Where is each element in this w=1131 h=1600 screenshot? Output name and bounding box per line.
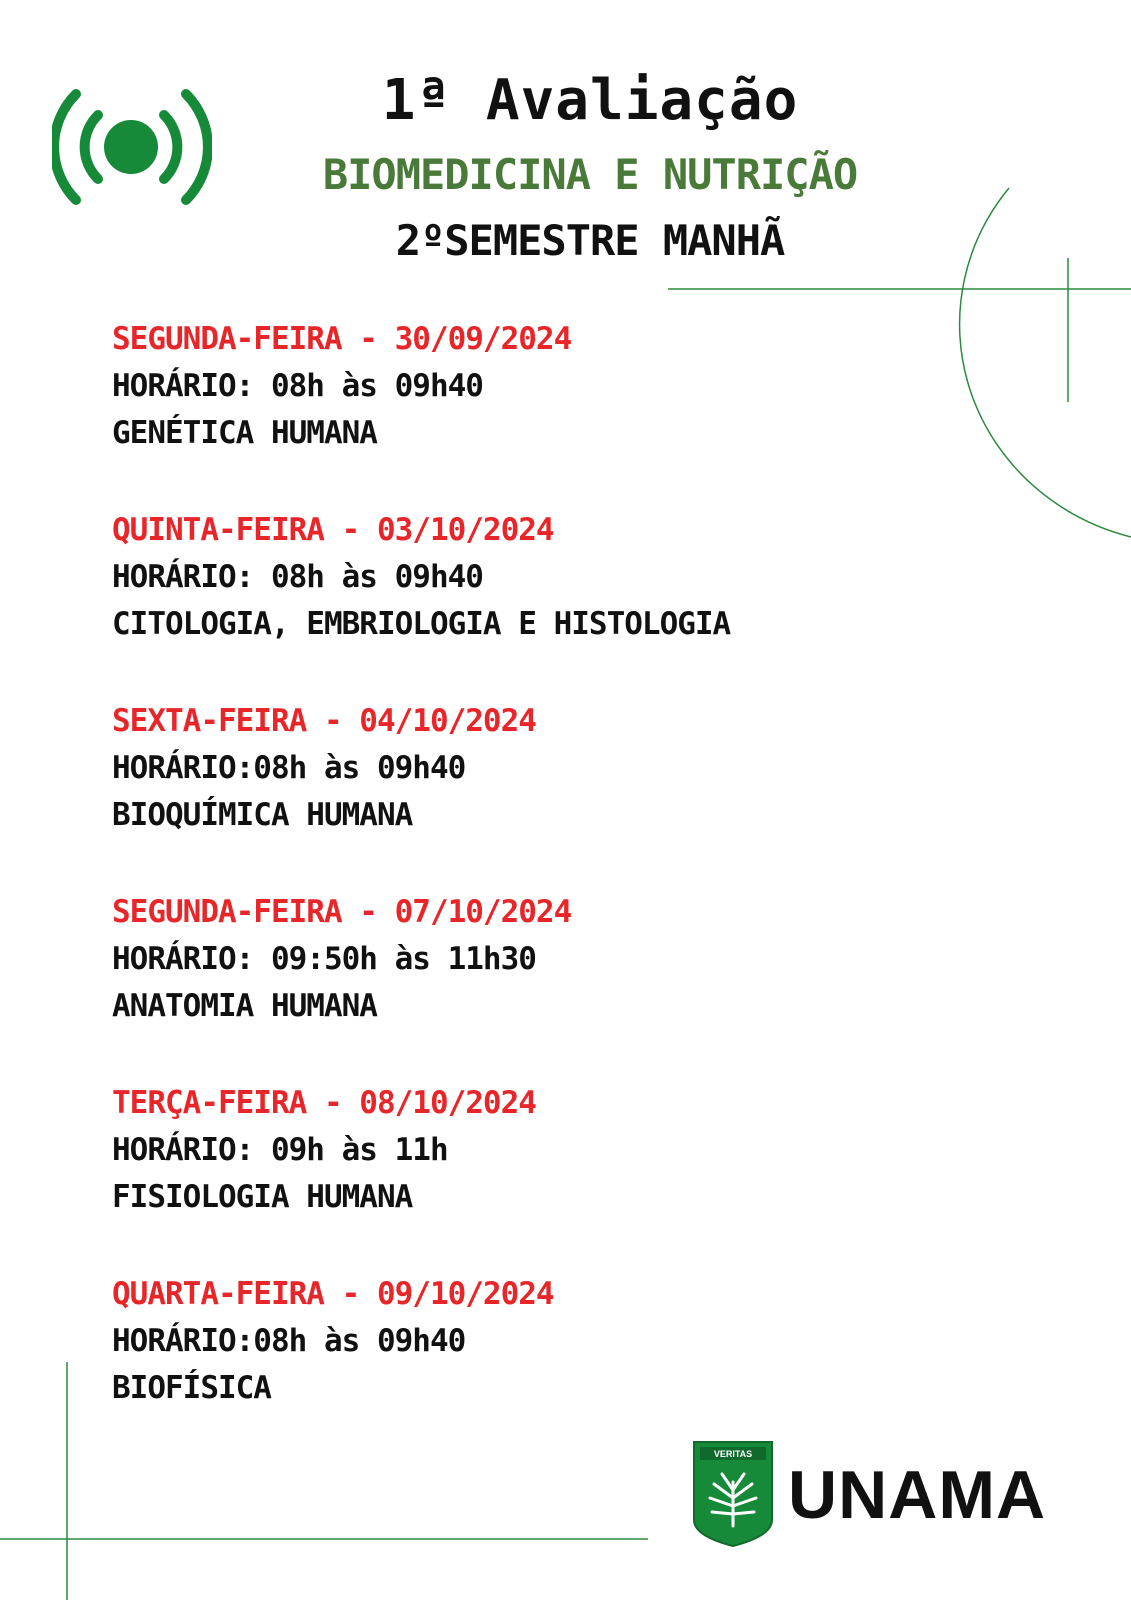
exam-entry: [112, 316, 872, 507]
exam-entry: [112, 507, 872, 698]
exam-date: SEGUNDA-FEIRA - 07/10/2024: [112, 894, 572, 930]
exam-date: SEGUNDA-FEIRA - 30/09/2024: [112, 321, 572, 357]
exam-time: HORÁRIO: 09h às 11h: [112, 1132, 448, 1168]
exam-date: TERÇA-FEIRA - 08/10/2024: [112, 1085, 536, 1121]
exam-subject: CITOLOGIA, EMBRIOLOGIA E HISTOLOGIA: [112, 606, 731, 642]
shield-veritas-text: VERITAS: [713, 1449, 753, 1459]
semester-shift: 2ºSEMESTRE MANHÃ: [395, 216, 785, 265]
exam-time: HORÁRIO: 08h às 09h40: [112, 559, 483, 595]
course-subtitle: BIOMEDICINA E NUTRIÇÃO: [322, 150, 858, 199]
exam-entry: [112, 889, 872, 1080]
exam-entry: [112, 1271, 872, 1462]
exam-time: HORÁRIO:08h às 09h40: [112, 1323, 466, 1359]
brand-name: UNAMA: [788, 1457, 1047, 1533]
exam-date: SEXTA-FEIRA - 04/10/2024: [112, 703, 536, 739]
exam-entry: [112, 698, 872, 889]
exam-entry: [112, 1080, 872, 1271]
exam-time: HORÁRIO: 08h às 09h40: [112, 368, 483, 404]
exam-subject: ANATOMIA HUMANA: [112, 988, 377, 1024]
exam-time: HORÁRIO:08h às 09h40: [112, 750, 466, 786]
exam-subject: GENÉTICA HUMANA: [112, 415, 377, 451]
exam-subject: BIOFÍSICA: [112, 1370, 271, 1406]
exam-date: QUINTA-FEIRA - 03/10/2024: [112, 512, 554, 548]
exam-schedule: [112, 316, 872, 1462]
exam-subject: FISIOLOGIA HUMANA: [112, 1179, 413, 1215]
exam-date: QUARTA-FEIRA - 09/10/2024: [112, 1276, 554, 1312]
exam-subject: BIOQUÍMICA HUMANA: [112, 797, 413, 833]
unama-shield-logo: [692, 1440, 774, 1548]
page-title: 1ª Avaliação: [381, 68, 799, 133]
broadcast-icon: [52, 88, 212, 208]
exam-time: HORÁRIO: 09:50h às 11h30: [112, 941, 536, 977]
